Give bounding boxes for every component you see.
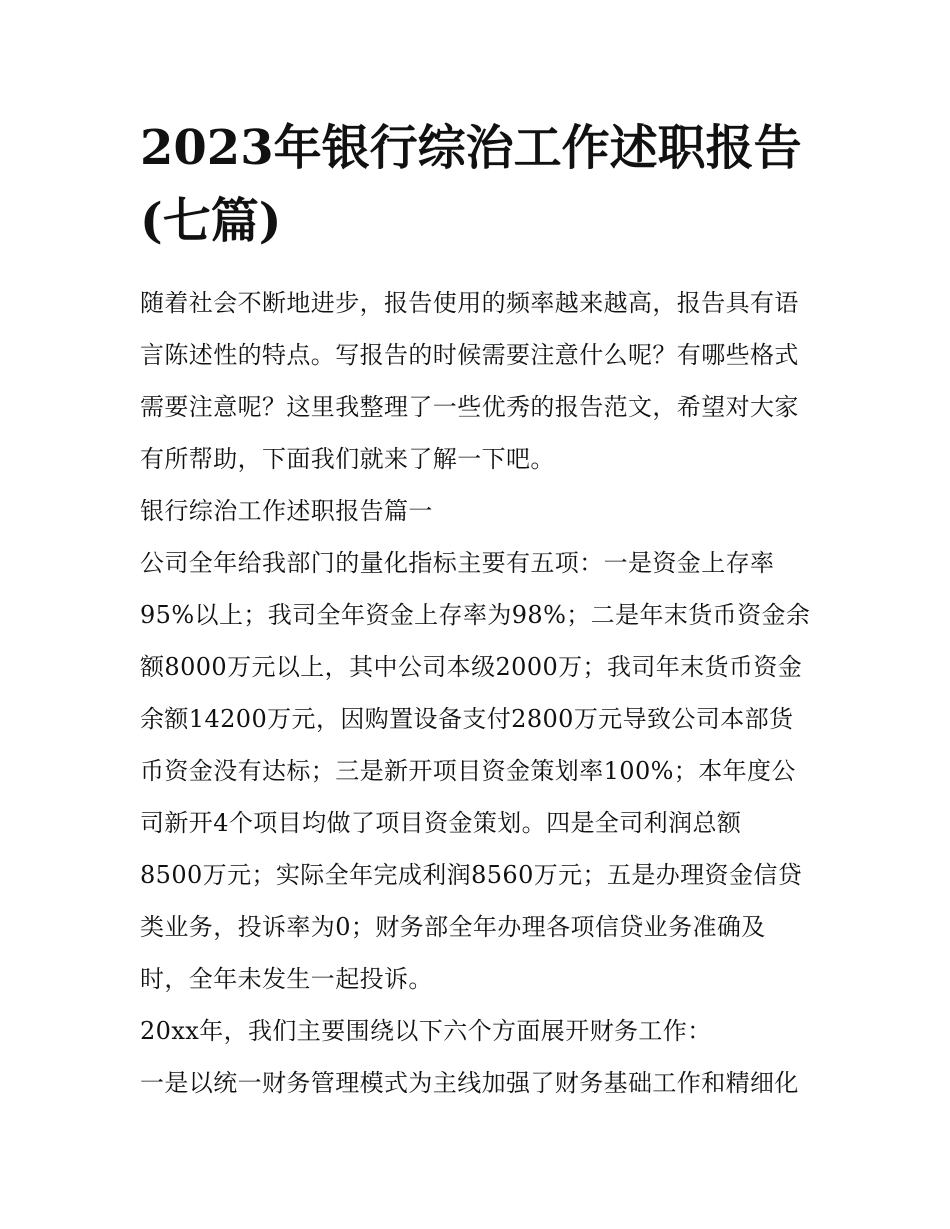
paragraph-line: 司新开4个项目均做了项目资金策划。四是全司利润总额 [140, 809, 742, 837]
document-body [140, 277, 820, 1109]
intro-line: 随着社会不断地进步，报告使用的频率越来越高，报告具有语 [140, 289, 799, 317]
title-line: (七篇) [140, 193, 282, 249]
paragraph-line: 8500万元；实际全年完成利润8560万元；五是办理资金信贷 [140, 861, 803, 889]
intro-line: 需要注意呢？这里我整理了一些优秀的报告范文，希望对大家 [140, 393, 799, 421]
paragraph-line: 币资金没有达标；三是新开项目资金策划率100%；本年度公 [140, 757, 796, 785]
paragraph-line: 类业务，投诉率为0；财务部全年办理各项信贷业务准确及 [140, 913, 766, 941]
title-line: 2023年银行综治工作述职报告 [140, 120, 802, 176]
paragraph-line: 一是以统一财务管理模式为主线加强了财务基础工作和精细化 [140, 1069, 799, 1097]
intro-line: 有所帮助，下面我们就来了解一下吧。 [140, 445, 555, 473]
paragraph-line: 20xx年，我们主要围绕以下六个方面展开财务工作： [140, 1017, 712, 1045]
paragraph-line: 公司全年给我部门的量化指标主要有五项：一是资金上存率 [140, 549, 775, 577]
document-title [140, 112, 820, 258]
section-heading: 银行综治工作述职报告篇一 [140, 497, 433, 525]
paragraph-line: 95%以上；我司全年资金上存率为98%；二是年末货币资金余 [140, 601, 811, 629]
paragraph-line: 余额14200万元，因购置设备支付2800万元导致公司本部货 [140, 705, 794, 733]
paragraph-line: 额8000万元以上，其中公司本级2000万；我司年末货币资金 [140, 653, 803, 681]
intro-line: 言陈述性的特点。写报告的时候需要注意什么呢？有哪些格式 [140, 341, 799, 369]
paragraph-line: 时，全年未发生一起投诉。 [140, 965, 433, 993]
